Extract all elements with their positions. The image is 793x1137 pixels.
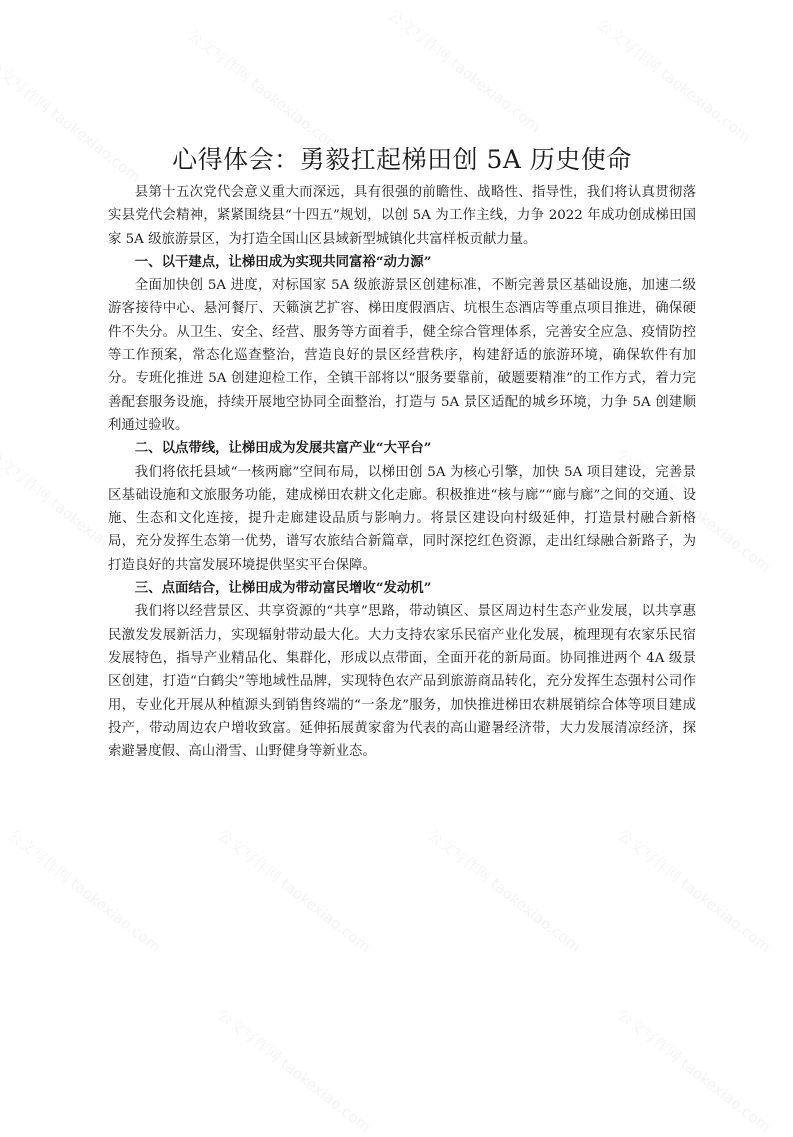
section-body-3: 我们将以经营景区、共享资源的“共享”思路，带动镇区、景区周边村生态产业发展，以共享惠民激发发展新活力，实现辐射带动最大化。大力支持农家乐民宿产业化发展，梳理现有农家乐民宿发展特色，指导产业精品化、集群化，形成以点带面，全面开花的新局面。协同推进两个 4A 级景区创建，打造“白鹤尖”等地域性品牌，实现特色农产品到旅游商品转化，充分发挥生态强村公司作用，专业化开展从种植源头到销售终端的“一条龙”服务，加快推进梯田农耕展销综合体等项目建成投产，带动周边农户增收致富。延伸拓展黄家畲为代表的高山避暑经济带，大力发展清凉经济，探索避暑度假、高山滑雪、山野健身等新业态。 — [108, 604, 696, 760]
watermark — [4, 824, 166, 957]
watermark — [384, 4, 546, 137]
watermark — [424, 824, 586, 957]
page-title: 心得体会：勇毅扛起梯田创 5A 历史使命 — [172, 145, 632, 174]
section-body-1: 全面加快创 5A 进度，对标国家 5A 级旅游景区创建标准，不断完善景区基础设施，加速二级游客接待中心、悬河餐厅、天籁演艺扩容、梯田度假酒店、坑根生态酒店等重点项目推进，确保硬件不失分。从卫生、安全、经营、服务等方面着手，健全综合管理体系，完善安全应急、疫情防控等工作预案，常态化巡查整治，营造良好的景区经营秩序，构建舒适的旅游环境，确保软件有加分。专班化推进 5A 创建迎检工作，全镇干部将以“服务要靠前，破题要精准”的工作方式，着力完善配套服务设施，持续开展地空协同全面整治，打造与 5A 景区适配的城乡环境，力争 5A 创建顺利通过验收。 — [108, 278, 696, 433]
section-heading-3: 三、点面结合，让梯田成为带动富民增收“发动机” — [134, 580, 432, 597]
watermark — [594, 14, 756, 147]
intro-paragraph: 县第十五次党代会意义重大而深远，具有很强的前瞻性、战略性、指导性，我们将认真贯彻落实县党代会精神，紧紧围绕县“十四五”规划，以创 5A 为工作主线，力争 2022 年成功创成梯田国家 5A 级旅游景区，为打造全国山区县域新型城镇化共富样板贡献力量。 — [108, 185, 696, 247]
watermark — [214, 824, 376, 957]
section-heading-1: 一、以干建点，让梯田成为实现共同富裕“动力源” — [134, 253, 432, 270]
watermark — [184, 24, 346, 157]
watermark — [614, 824, 776, 957]
watermark — [614, 1004, 776, 1137]
watermark — [214, 1004, 376, 1137]
document-body — [108, 143, 696, 763]
section-body-2: 我们将依托县域“一核两廊”空间布局，以梯田创 5A 为核心引擎，加快 5A 项目建设，完善景区基础设施和文旅服务功能，建成梯田农耕文化走廊。积极推进“核与廊”“廊与廊”之间的交通、设施、生态和文化连接，提升走廊建设品质与影响力。将景区建设向村级延伸，打造景村融合新格局，充分发挥生态第一优势，谱写农旅结合新篇章，同时深挖红色资源，走出红绿融合新路子，为打造良好的共富发展环境提供坚实平台保障。 — [108, 464, 696, 573]
section-heading-2: 二、以点带线，让梯田成为发展共富产业“大平台” — [134, 440, 432, 457]
